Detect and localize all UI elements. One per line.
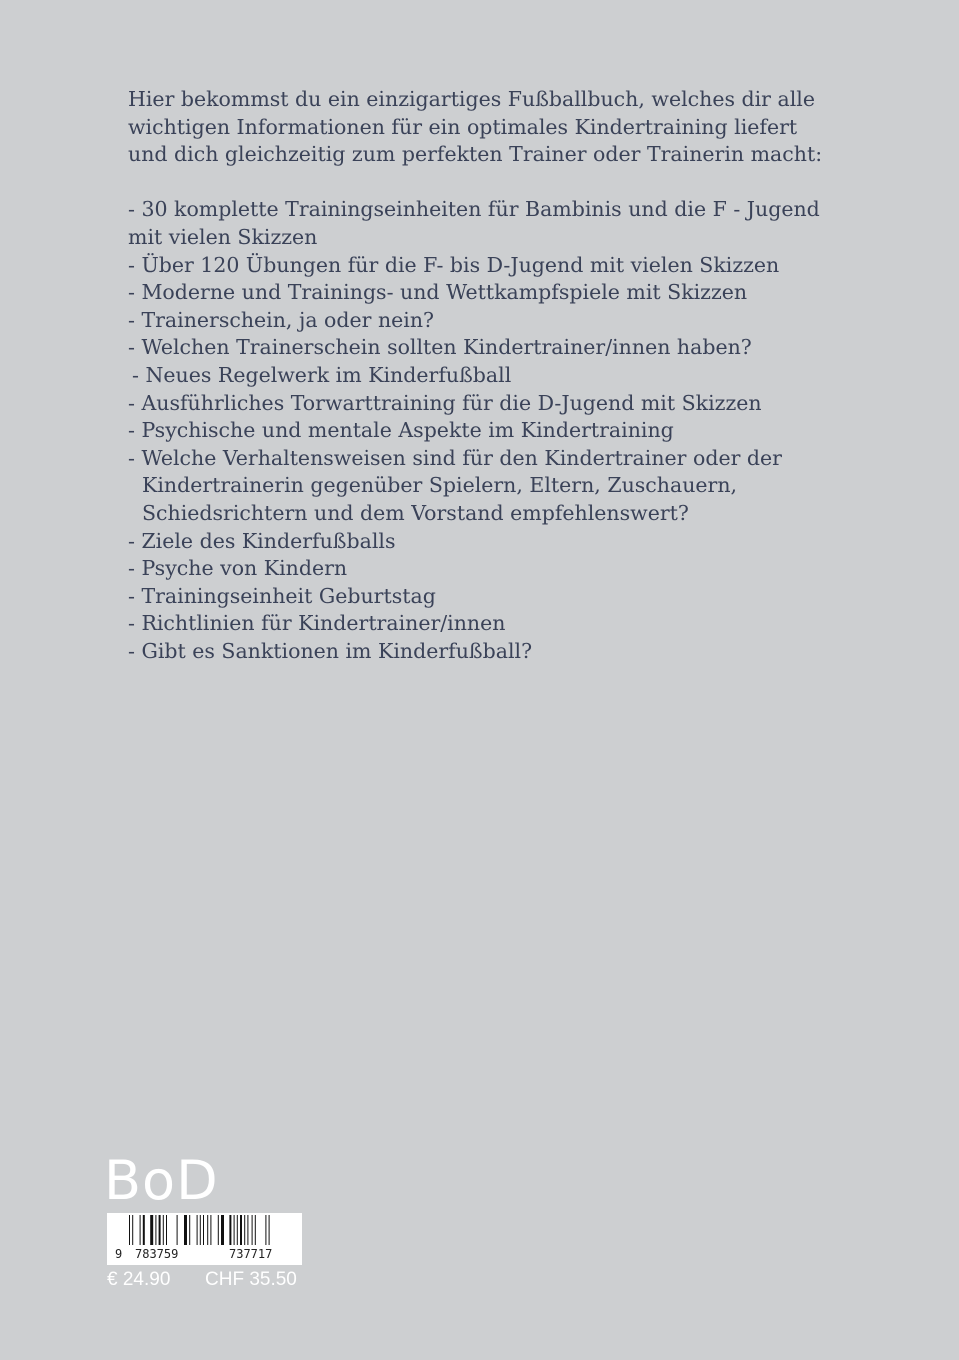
barcode-bars [107, 1213, 302, 1247]
list-item: - Richtlinien für Kindertrainer/innen [128, 611, 506, 636]
isbn-group-right: 737717 [229, 1247, 273, 1261]
list-item: - Welchen Trainerschein sollten Kindertrainer/innen haben? [128, 335, 752, 360]
list-item: - Über 120 Übungen für die F- bis D-Jugend mit vielen Skizzen [128, 252, 780, 277]
list-item: - Ausführliches Torwarttraining für die D-Jugend mit Skizzen [128, 390, 762, 415]
list-item: - Moderne und Trainings- und Wettkampfspiele mit Skizzen [128, 280, 748, 305]
isbn-group-left: 783759 [135, 1247, 179, 1261]
list-item: - Neues Regelwerk im Kinderfußball [132, 362, 512, 387]
list-item-line: Kindertrainerin gegenüber Spielern, Eltern, Zuschauern, [142, 473, 738, 498]
isbn-prefix: 9 [115, 1247, 123, 1261]
back-cover-blurb [128, 86, 828, 665]
feature-list [128, 196, 828, 665]
list-item-line: Schiedsrichtern und dem Vorstand empfehlenswert? [142, 500, 689, 525]
list-item-line: - Welche Verhaltensweisen sind für den Kindertrainer oder der [128, 445, 782, 470]
isbn-digits [107, 1245, 302, 1263]
list-item: - 30 komplette Trainingseinheiten für Bambinis und die F - Jugend mit vielen Skizzen [128, 197, 820, 249]
list-item: - Trainerschein, ja oder nein? [128, 307, 435, 332]
list-item: - Psychische und mentale Aspekte im Kindertraining [128, 418, 674, 443]
intro-text: Hier bekommst du ein einzigartiges Fußballbuch, welches dir alle wichtigen Informationen für ein optimales Kindertraining liefert und dich gleichzeitig zum perfekten Trainer oder Trainerin macht: [128, 87, 823, 167]
list-item: - Psyche von Kindern [128, 556, 348, 581]
publisher-logo: BoD [104, 1149, 219, 1212]
list-item: - Gibt es Sanktionen im Kinderfußball? [128, 638, 533, 663]
list-item: - Trainingseinheit Geburtstag [128, 583, 436, 608]
price-eur: € 24.90 [107, 1269, 171, 1290]
list-item [128, 445, 828, 528]
price-chf: CHF 35.50 [205, 1269, 297, 1290]
isbn-barcode [107, 1213, 302, 1265]
list-item: - Ziele des Kinderfußballs [128, 528, 396, 553]
